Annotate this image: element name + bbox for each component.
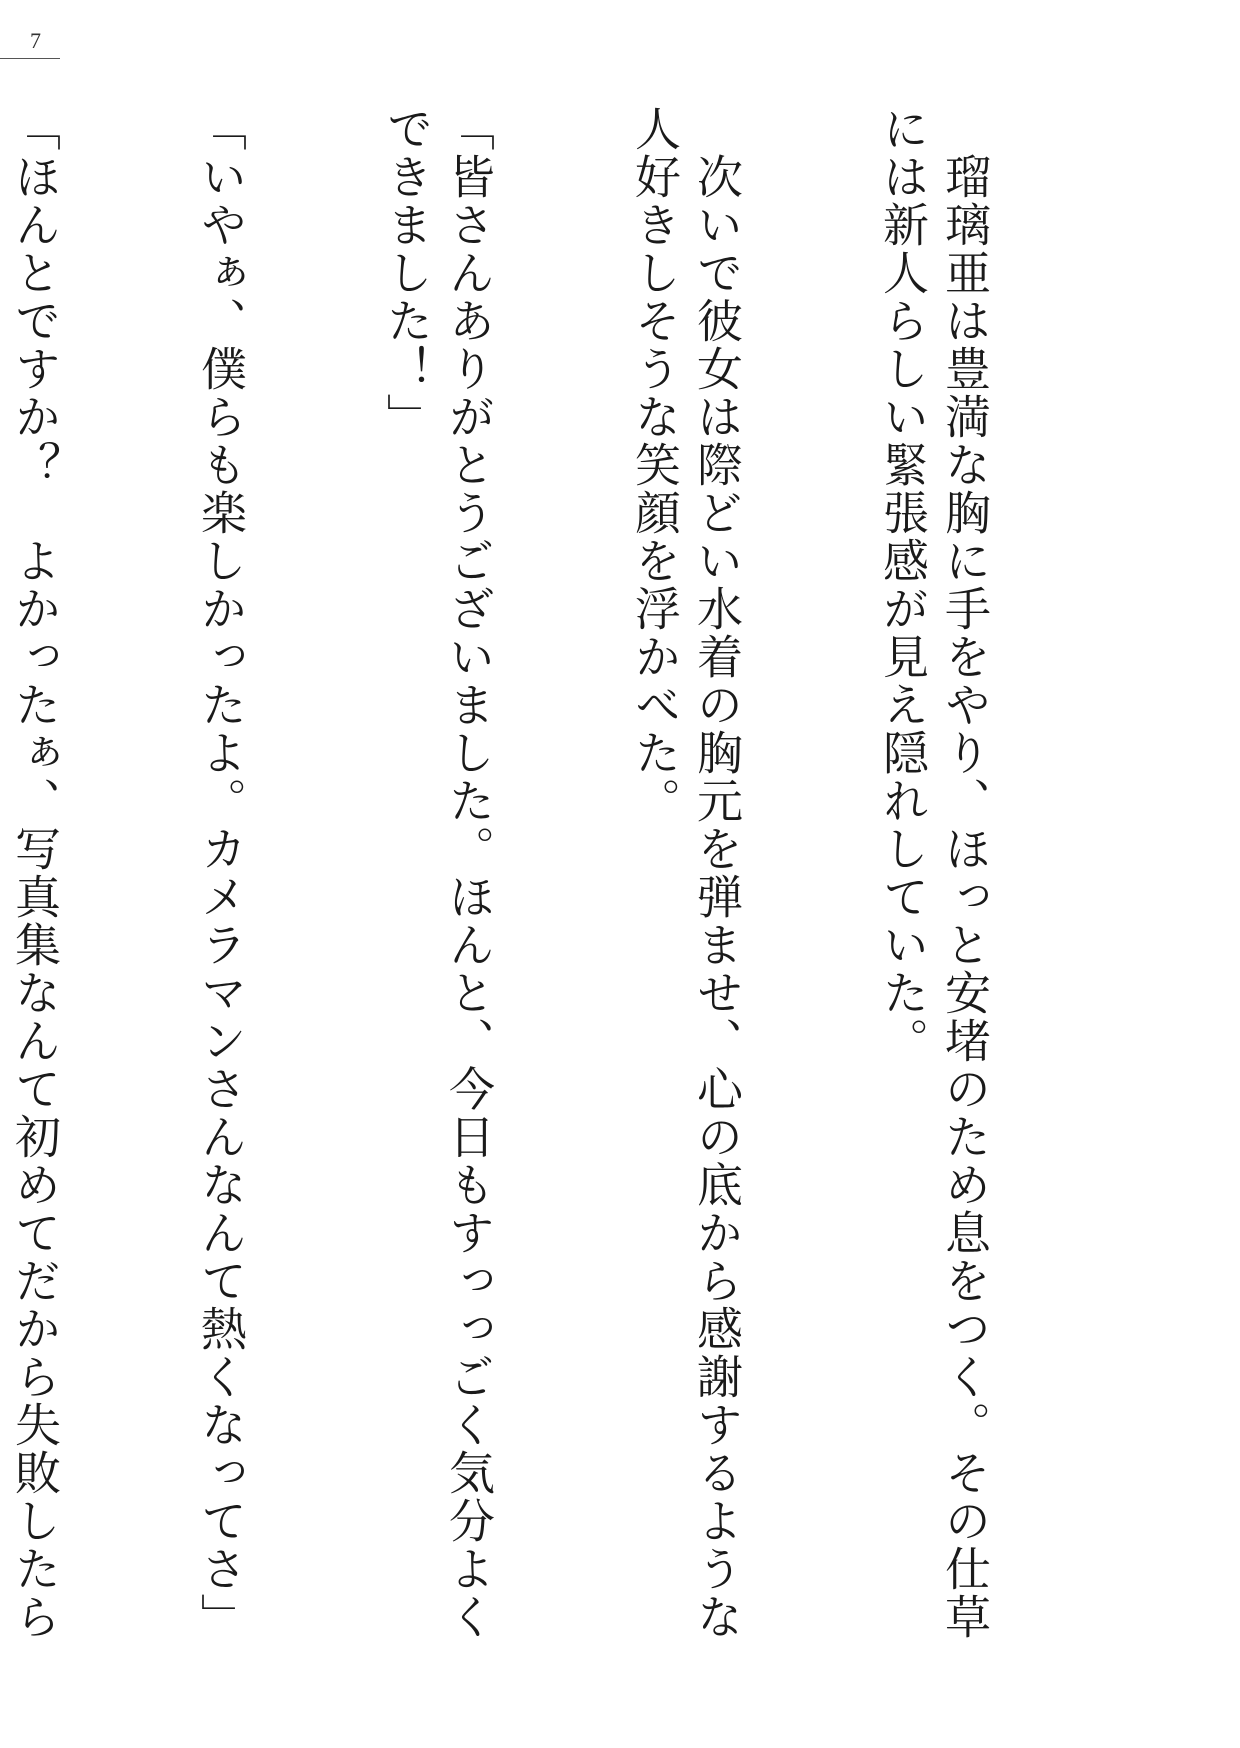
dialogue-line: 「ほんとですか？ よかったぁ、写真集なんて初めてだから失敗したら [8, 105, 62, 1641]
page-number: 7 [30, 28, 41, 53]
paragraph: 瑠璃亜は豊満な胸に手をやり、ほっと安堵のため息をつく。その仕草には新人らしい緊張感が見え隠れしていた。 [876, 105, 992, 1641]
dialogue-line: 「いやぁ、僕らも楽しかったよ。カメラマンさんなんて熱くなってさ」 [194, 105, 248, 1641]
page-number-rule [0, 58, 60, 59]
vertical-text-body [8, 105, 1120, 1665]
paragraph: 次いで彼女は際どい水着の胸元を弾ませ、心の底から感謝するような人好きしそうな笑顔を浮かべた。 [628, 105, 744, 1641]
dialogue-line: 「皆さんありがとうございました。ほんと、今日もすっっごく気分よくできました！」 [380, 105, 496, 1641]
